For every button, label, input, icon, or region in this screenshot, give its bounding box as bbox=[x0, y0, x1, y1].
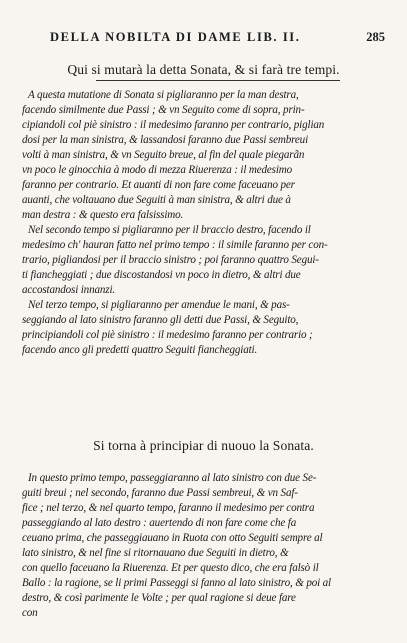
text-line: trario, pigliandosi per il braccio sinistro ; poi faranno quattro Segui- bbox=[22, 254, 319, 266]
text-line: Nel secondo tempo si pigliaranno per il braccio destro, facendo il bbox=[28, 224, 311, 236]
text-line: seggiando al lato sinistro faranno gli detti due Passi, & Seguito, bbox=[22, 314, 299, 326]
section-heading-second: Si torna à principiar di nuouo la Sonata. bbox=[93, 438, 314, 453]
text-block-second bbox=[22, 471, 394, 621]
running-header bbox=[22, 30, 389, 50]
text-line: fice ; nel terzo, & nel quarto tempo, faranno il medesimo per contra bbox=[22, 502, 315, 514]
text-line: vn poco le ginocchia à modo di mezza Riuerenza : il medesimo bbox=[22, 164, 293, 176]
text-line: guiti breui ; nel secondo, faranno due Passi sembreui, & vn Saf- bbox=[22, 487, 298, 499]
text-line: lato sinistro, & nel fine si ritornauano due Seguiti in dietro, & bbox=[22, 547, 289, 559]
text-line: accostandosi innanzi. bbox=[22, 284, 115, 296]
text-line: cipiandoli col piè sinistro : il medesimo faranno per contrario, piglian bbox=[22, 119, 325, 131]
text-line: principiandoli col piè sinistro : il medesimo faranno per contrario ; bbox=[22, 329, 313, 341]
text-line: faranno per contrario. Et auanti di non fare come faceuano per bbox=[22, 179, 295, 191]
text-line: facendo anco gli predetti quattro Seguiti fiancheggiati. bbox=[22, 344, 258, 356]
text-line: con bbox=[22, 607, 38, 619]
section-heading-first: Qui si mutarà la detta Sonata, & si farà tre tempi. bbox=[67, 62, 340, 77]
text-line: A questa mutatione di Sonata si pigliaranno per la man destra, bbox=[28, 89, 299, 101]
text-line: dosi per la man sinistra, & lassandosi faranno due Passi sembreui bbox=[22, 134, 308, 146]
page-number: 285 bbox=[366, 30, 385, 44]
heading-underline bbox=[96, 80, 340, 81]
text-line: ti fiancheggiati ; due discostandosi vn poco in dietro, & altri due bbox=[22, 269, 301, 281]
text-block-first bbox=[22, 88, 394, 358]
text-line: facendo similmente due Passi ; & vn Seguito come di sopra, prin- bbox=[22, 104, 305, 116]
text-line: volti à man sinistra, & vn Seguito breue, al fin del quale piegarãn bbox=[22, 149, 305, 161]
text-line: Ballo : la ragione, se li primi Passeggi si fanno al lato sinistro, & poi al bbox=[22, 577, 331, 589]
text-line: passeggiando al lato destro : auertendo di non fare come che fa bbox=[22, 517, 297, 529]
running-title: DELLA NOBILTA DI DAME LIB. II. bbox=[50, 30, 301, 44]
text-line: auanti, che voltauano due Seguiti à man sinistra, & altri due à bbox=[22, 194, 291, 206]
text-line: man destra : & questo era falsissimo. bbox=[22, 209, 184, 221]
text-line: Nel terzo tempo, si pigliaranno per amendue le mani, & pas- bbox=[28, 299, 290, 311]
text-line: con quello faceuano la Riuerenza. Et per questo dico, che era falsò il bbox=[22, 562, 319, 574]
text-line: ceuano prima, che passeggiauano in Ruota con otto Seguiti sempre al bbox=[22, 532, 323, 544]
text-line: medesimo ch' hauran fatto nel primo tempo : il simile faranno per con- bbox=[22, 239, 328, 251]
text-line: destro, & così parimente le Volte ; per qual ragione si deue fare bbox=[22, 592, 296, 604]
text-line: In questo primo tempo, passeggiaranno al lato sinistro con due Se- bbox=[28, 472, 317, 484]
